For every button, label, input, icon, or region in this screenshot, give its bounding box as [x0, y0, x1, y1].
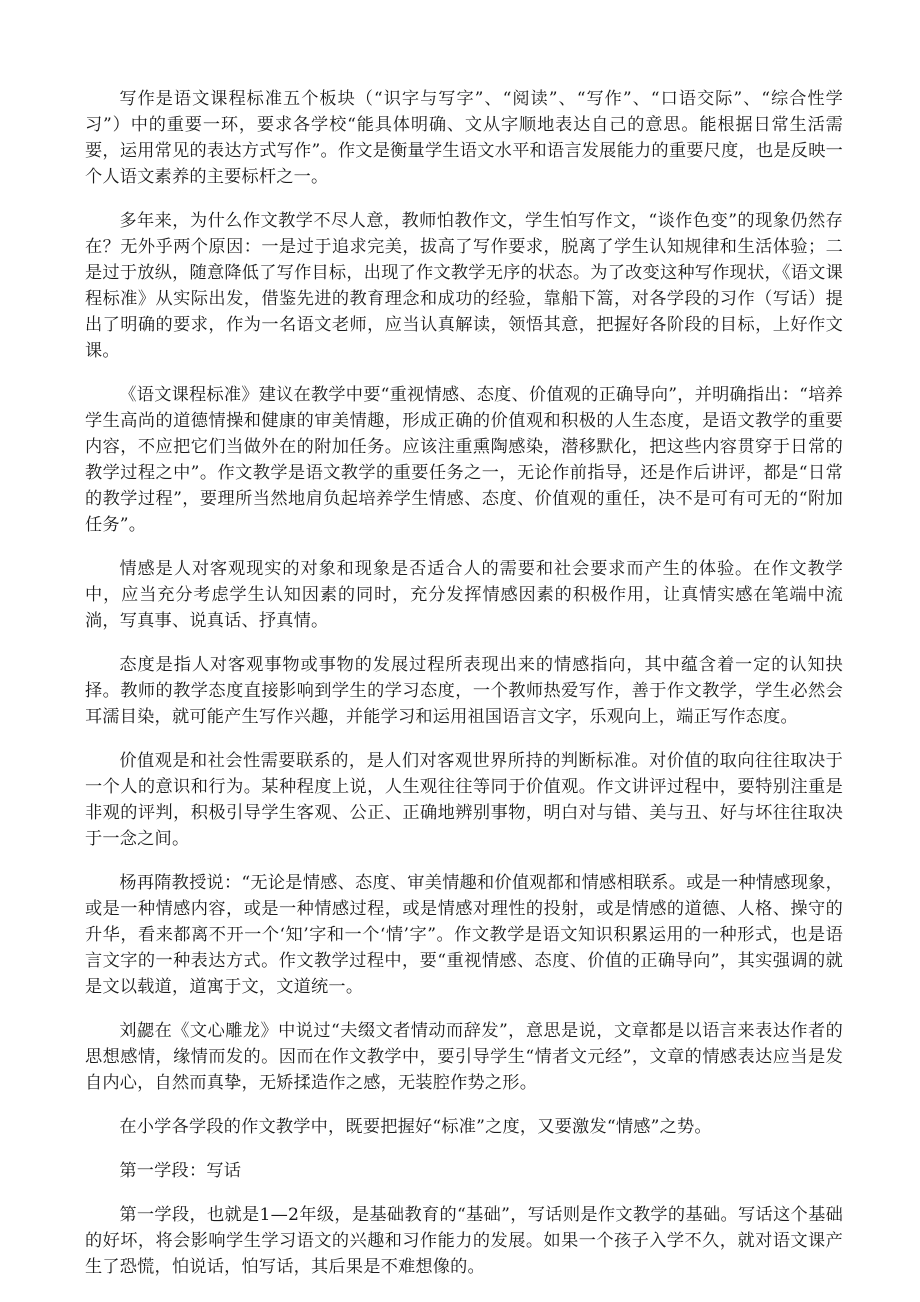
paragraph-curriculum-suggestion: 《语文课程标准》建议在教学中要“重视情感、态度、价值观的正确导向”，并明确指出：“培养学生高尚的道德情操和健康的审美情趣，形成正确的价值观和积极的人生态度，是语文教学的重要内容，不应把它们当做外在的附加任务。应该注重熏陶感染，潜移默化，把这些内容贯穿于日常的教学过程之中”。作文教学是语文教学的重要任务之一，无论作前指导，还是作后讲评，都是“日常的教学过程”，要理所当然地肩负起培养学生情感、态度、价值观的重任，决不是可有可无的“附加任务”。 — [85, 385, 843, 535]
section-heading-first-stage: 第一学段：写话 — [119, 1161, 242, 1181]
paragraph-professor-quote: 杨再隋教授说：“无论是情感、态度、审美情趣和价值观都和情感相联系。或是一种情感现象，或是一种情感内容，或是一种情感过程，或是情感对理性的投射，或是情感的道德、人格、操守的升华，看来都离不开一个‘知’字和一个‘情’字”。作文教学是语文知识积累运用的一种形式，也是语言文字的一种表达方式。作文教学过程中，要“重视情感、态度、价值的正确导向”，其实强调的就是文以载道，道寓于文，文道统一。 — [85, 873, 843, 997]
paragraph-liu-xie: 刘勰在《文心雕龙》中说过“夫缀文者情动而辞发”，意思是说，文章都是以语言来表达作者的思想感情，缘情而发的。因而在作文教学中，要引导学生“情者文元经”，文章的情感表达应当是发自内心，自然而真挚，无矫揉造作之感，无装腔作势之形。 — [85, 1021, 843, 1093]
document-body — [85, 86, 843, 1298]
paragraph-teaching-problems: 多年来，为什么作文教学不尽人意，教师怕教作文，学生怕写作文，“谈作色变”的现象仍然存在？无外乎两个原因：一是过于追求完美，拔高了写作要求，脱离了学生认知规律和生活体验；二是过于放纵，随意降低了写作目标，出现了作文教学无序的状态。为了改变这种写作现状，《语文课程标准》从实际出发，借鉴先进的教育理念和成功的经验，靠船下篙，对各学段的习作（写话）提出了明确的要求，作为一名语文老师，应当认真解读，领悟其意，把握好各阶段的目标，上好作文课。 — [85, 211, 843, 361]
paragraph-emotion: 情感是人对客观现实的对象和现象是否适合人的需要和社会要求而产生的体验。在作文教学中，应当充分考虑学生认知因素的同时，充分发挥情感因素的积极作用，让真情实感在笔端中流淌，写真事、说真话、抒真情。 — [85, 559, 843, 631]
paragraph-values: 价值观是和社会性需要联系的，是人们对客观世界所持的判断标准。对价值的取向往往取决于一个人的意识和行为。某种程度上说，人生观往往等同于价值观。作文讲评过程中，要特别注重是非观的评判，积极引导学生客观、公正、正确地辨别事物，明白对与错、美与丑、好与坏往往取决于一念之间。 — [85, 751, 843, 849]
paragraph-writing-intro: 写作是语文课程标准五个板块（“识字与写字”、“阅读”、“写作”、“口语交际”、“综合性学习”）中的重要一环，要求各学校“能具体明确、文从字顺地表达自己的意思。能根据日常生活需要，运用常见的表达方式写作”。作文是衡量学生语文水平和语言发展能力的重要尺度，也是反映一个人语文素养的主要标杆之一。 — [85, 89, 843, 187]
paragraph-attitude: 态度是指人对客观事物或事物的发展过程所表现出来的情感指向，其中蕴含着一定的认知抉择。教师的教学态度直接影响到学生的学习态度，一个教师热爱写作，善于作文教学，学生必然会耳濡目染，就可能产生写作兴趣，并能学习和运用祖国语言文字，乐观向上，端正写作态度。 — [85, 655, 843, 727]
paragraph-standard-and-emotion: 在小学各学段的作文教学中，既要把握好“标准”之度，又要激发“情感”之势。 — [119, 1117, 712, 1137]
paragraph-first-stage: 第一学段，也就是1—2年级，是基础教育的“基础”，写话则是作文教学的基础。写话这个基础的好坏，将会影响学生学习语文的兴趣和习作能力的发展。如果一个孩子入学不久，就对语文课产生了恐慌，怕说话，怕写话，其后果是不难想像的。 — [85, 1205, 843, 1277]
